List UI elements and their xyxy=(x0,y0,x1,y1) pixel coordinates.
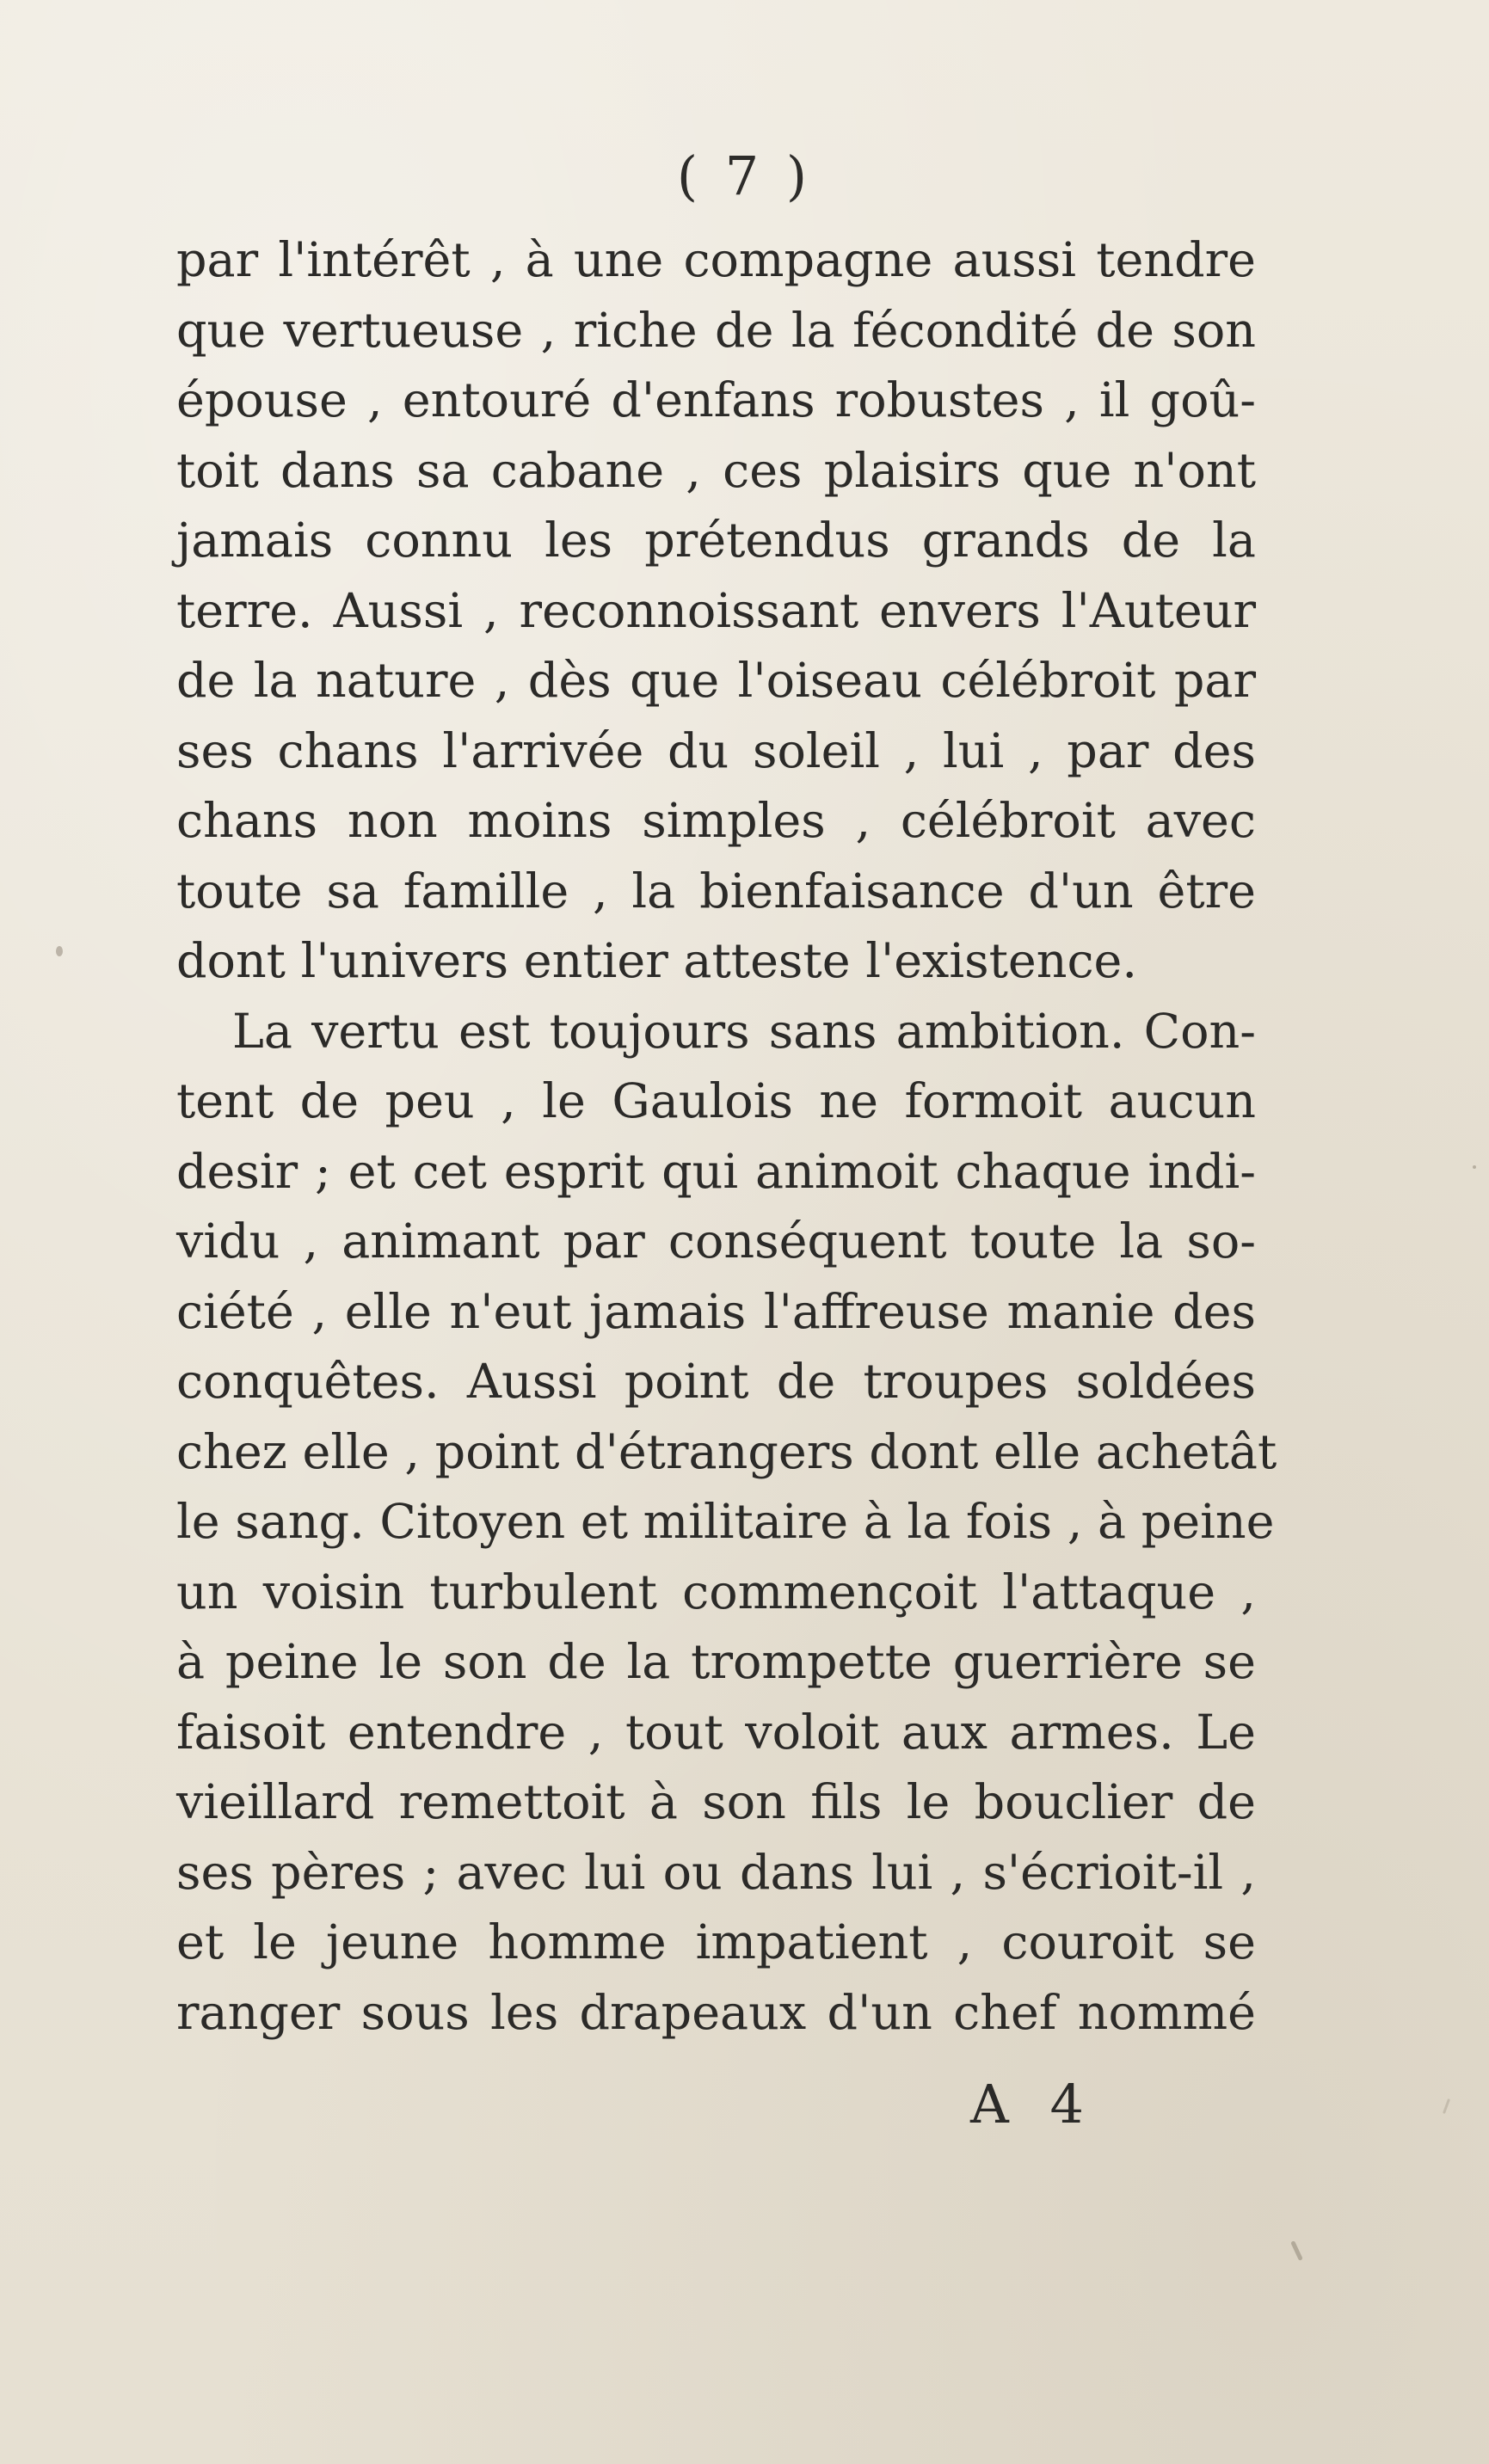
signature-mark: A 4 xyxy=(970,2073,1096,2135)
text-line: par l'intérêt , à une compagne aussi tendre xyxy=(176,232,1256,288)
text-line: chans non moins simples , célébroit avec xyxy=(176,793,1256,849)
text-line: desir ; et cet esprit qui animoit chaque indi- xyxy=(176,1143,1256,1200)
paper-speck xyxy=(1290,2240,1303,2261)
text-line: jamais connu les prétendus grands de la xyxy=(176,513,1256,568)
text-line: ranger sous les drapeaux d'un chef nommé xyxy=(176,1984,1256,2041)
text-line: tent de peu , le Gaulois ne formoit aucun xyxy=(176,1073,1256,1129)
text-line: et le jeune homme impatient , couroit se xyxy=(176,1914,1256,1970)
text-line: conquêtes. Aussi point de troupes soldées xyxy=(176,1354,1256,1410)
text-line: toute sa famille , la bienfaisance d'un être xyxy=(176,863,1256,919)
text-line: vieillard remettoit à son fils le bouclier de xyxy=(176,1774,1256,1830)
text-line: un voisin turbulent commençoit l'attaque , xyxy=(176,1564,1256,1620)
text-line: à peine le son de la trompette guerrière se xyxy=(176,1634,1256,1690)
paper-speck xyxy=(1443,2098,1450,2114)
paragraph-1 xyxy=(176,225,1256,997)
text-line: chez elle , point d'étrangers dont elle achetât xyxy=(176,1423,1277,1480)
text-line: dont l'univers entier atteste l'existence. xyxy=(176,933,1138,989)
text-line: terre. Aussi , reconnoissant envers l'Auteur xyxy=(176,582,1256,639)
paragraph-2 xyxy=(176,997,1277,2049)
text-line: de la nature , dès que l'oiseau célébroit par xyxy=(176,653,1256,709)
text-line: toit dans sa cabane , ces plaisirs que n'ont xyxy=(176,442,1256,499)
paper-speck xyxy=(1473,1165,1476,1169)
text-line: le sang. Citoyen et militaire à la fois , à peine xyxy=(176,1494,1275,1550)
text-line: épouse , entouré d'enfans robustes , il goû- xyxy=(176,372,1256,428)
body-text xyxy=(176,225,1277,2048)
text-line: vidu , animant par conséquent toute la so- xyxy=(176,1214,1256,1269)
text-line: faisoit entendre , tout voloit aux armes. Le xyxy=(176,1704,1256,1760)
page-number: ( 7 ) xyxy=(676,144,813,207)
text-line: que vertueuse , riche de la fécondité de son xyxy=(176,302,1256,359)
text-line: ciété , elle n'eut jamais l'affreuse manie des xyxy=(176,1283,1256,1340)
text-line: ses chans l'arrivée du soleil , lui , par des xyxy=(176,722,1256,779)
text-line: La vertu est toujours sans ambition. Con- xyxy=(232,1003,1256,1060)
text-line: ses pères ; avec lui ou dans lui , s'écrioit-il , xyxy=(176,1844,1256,1901)
paper-speck xyxy=(56,946,63,956)
